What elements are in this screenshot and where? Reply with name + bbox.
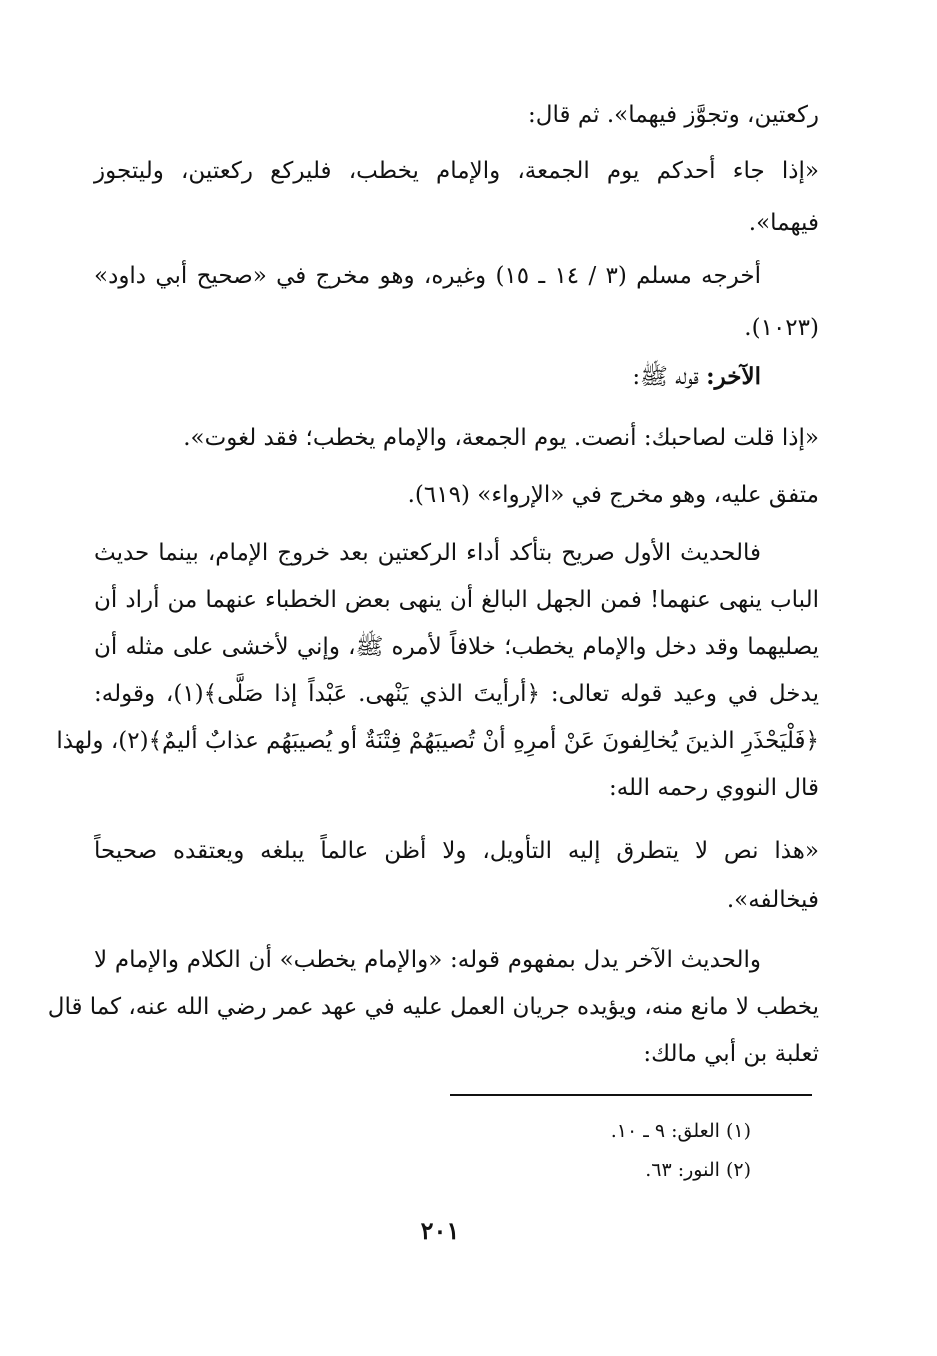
takhrij-line-2: (١٠٢٣). (744, 315, 819, 341)
second-hadith-takhrij: متفق عليه، وهو مخرج في «الإرواء» (٦١٩). (407, 482, 819, 508)
paragraph-1-line-3: يصليهما وقد دخل والإمام يخطب؛ خلافاً لأمره ﷺ، وإني لأخشى على مثله أن (94, 634, 819, 660)
footnote-divider (450, 1094, 812, 1096)
nawawi-quote-line-2: فيخالفه». (726, 887, 819, 913)
hadith-quote-line-1: «إذا جاء أحدكم يوم الجمعة، والإمام يخطب، فليركع ركعتين، وليتجوز (94, 158, 819, 184)
footnote-1: (١) العلق: ٩ ـ ١٠. (610, 1120, 751, 1142)
heading-text: قوله ﷺ: (632, 364, 699, 390)
paragraph-1-line-5: ﴿فَلْيَحْذَرِ الذينَ يُخالِفونَ عَنْ أمرِهِ أنْ تُصيبَهُمْ فِتْنَةٌ أو يُصيبَهُم عذابٌ أليمٌ﴾(٢)، ولهذا (56, 728, 819, 754)
paragraph-1-line-2: الباب ينهى عنهما! فمن الجهل البالغ أن ينهى بعض الخطباء عنهما من أراد أن (94, 587, 819, 613)
footnote-2: (٢) النور: ٦٣. (645, 1159, 751, 1181)
paragraph-1-line-1: فالحديث الأول صريح بتأكد أداء الركعتين بعد خروج الإمام، بينما حديث (94, 540, 761, 566)
paragraph-2-line-1: والحديث الآخر يدل بمفهوم قوله: «والإمام يخطب» أن الكلام والإمام لا (94, 947, 761, 973)
heading-label: الآخر: (706, 363, 761, 390)
paragraph-2-line-2: يخطب لا مانع منه، ويؤيده جريان العمل عليه في عهد عمر رضي الله عنه، كما قال (47, 994, 819, 1020)
second-hadith-quote: «إذا قلت لصاحبك: أنصت. يوم الجمعة، والإمام يخطب؛ فقد لغوت». (183, 425, 819, 451)
page-number: ٢٠١ (420, 1216, 460, 1245)
nawawi-quote-line-1: «هذا نص لا يتطرق إليه التأويل، ولا أظن عالماً يبلغه ويعتقده صحيحاً (94, 838, 819, 864)
paragraph-1-line-6: قال النووي رحمه الله: (608, 775, 819, 801)
takhrij-line-1: أخرجه مسلم (٣ / ١٤ ـ ١٥) وغيره، وهو مخرج في «صحيح أبي داود» (94, 263, 761, 289)
paragraph-1-line-4: يدخل في وعيد قوله تعالى: ﴿أرأيتَ الذي يَنْهى. عَبْداً إذا صَلَّى﴾(١)، وقوله: (94, 681, 819, 707)
second-hadith-heading (632, 357, 761, 397)
text-line-1: ركعتين، وتجوَّز فيهما». ثم قال: (528, 102, 819, 128)
paragraph-2-line-3: ثعلبة بن أبي مالك: (643, 1041, 819, 1067)
hadith-quote-line-2: فيهما». (748, 210, 819, 236)
